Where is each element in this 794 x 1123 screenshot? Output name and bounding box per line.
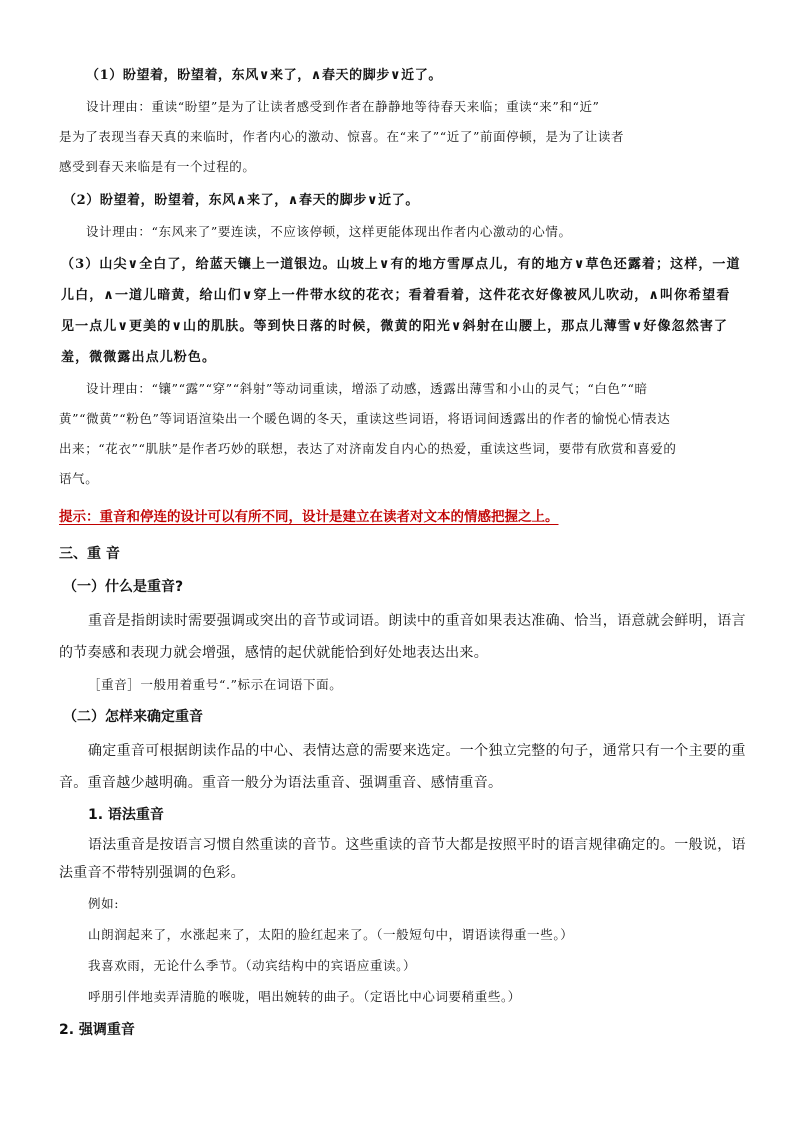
example-3-reason-line: 设计理由：“镶”“露”“穿”“斜射”等动词重读，增添了动感，透露出薄雪和小山的灵气；“白色”“暗 xyxy=(86,381,648,396)
example-3-passage-line: 见一点儿∨更美的∨山的肌肤。等到快日落的时候，微黄的阳光∨斜射在山腰上，那点儿薄雪∨好像忽然害了 xyxy=(61,319,729,334)
how-line: 音。重音越少越明确。重音一般分为语法重音、强调重音、感情重音。 xyxy=(59,775,503,791)
example-1-sentence: （1）盼望着，盼望着，东风∨来了，∧春天的脚步∨近了。 xyxy=(86,68,442,83)
example-item: 我喜欢雨，无论什么季节。（动宾结构中的宾语应重读。） xyxy=(88,958,417,973)
emphasis-stress-title: 2. 强调重音 xyxy=(59,1022,135,1038)
example-3-passage-line: （3）山尖∨全白了，给蓝天镶上一道银边。山坡上∨有的地方雪厚点儿，有的地方∨草色还露着；这样，一道 xyxy=(61,257,741,272)
subsection-heading-how: （二）怎样来确定重音 xyxy=(63,709,203,725)
grammar-stress-line: 法重音不带特别强调的色彩。 xyxy=(59,865,245,881)
section-heading: 三、重 音 xyxy=(59,546,120,562)
example-3-passage-line: 儿白，∧一道儿暗黄，给山们∨穿上一件带水纹的花衣；看着看着，这件花衣好像被风儿吹动，∧叫你希望看 xyxy=(61,288,731,303)
example-3-passage-line: 羞，微微露出点儿粉色。 xyxy=(61,350,217,365)
example-1-reason-line: 感受到春天来临是有一个过程的。 xyxy=(59,159,256,174)
example-3-reason-line: 出来；“花衣”“肌肤”是作者巧妙的联想，表达了对济南发自内心的热爱，重读这些词，要带有欣赏和喜爱的 xyxy=(59,441,677,456)
stress-mark-note: ［重音］一般用着重号“.”标示在词语下面。 xyxy=(88,677,343,692)
definition-line: 的节奏感和表现力就会增强，感情的起伏就能恰到好处地表达出来。 xyxy=(59,645,488,661)
example-label: 例如: xyxy=(88,896,120,911)
subsection-heading-what: （一）什么是重音? xyxy=(63,579,184,595)
example-item: 山朗润起来了，水涨起来了，太阳的脸红起来了。（一般短句中，谓语读得重一些。） xyxy=(88,927,574,942)
example-3-reason-line: 黄”“微黄”“粉色”等词语渲染出一个暖色调的冬天，重读这些词语，将语词间透露出的作者的愉悦心情表达 xyxy=(59,411,671,426)
example-1-reason-line: 设计理由：重读“盼望”是为了让读者感受到作者在静静地等待春天来临；重读“来”和“近” xyxy=(86,99,600,114)
definition-line: 重音是指朗读时需要强调或突出的音节或词语。朗读中的重音如果表达准确、恰当，语意就会鲜明，语言 xyxy=(88,613,746,629)
example-2-reason: 设计理由：“东风来了”要连读，不应该停顿，这样更能体现出作者内心激动的心情。 xyxy=(86,224,572,239)
example-3-reason-line: 语气。 xyxy=(59,471,99,486)
grammar-stress-title: 1. 语法重音 xyxy=(88,807,164,823)
tip-note: 提示：重音和停连的设计可以有所不同，设计是建立在读者对文本的情感把握之上。 xyxy=(59,509,559,525)
grammar-stress-line: 语法重音是按语言习惯自然重读的音节。这些重读的音节大都是按照平时的语言规律确定的。一般说，语 xyxy=(88,837,746,853)
example-item: 呼朋引伴地卖弄清脆的喉咙，唱出婉转的曲子。（定语比中心词要稍重些。） xyxy=(88,989,521,1004)
example-2-sentence: （2）盼望着，盼望着，东风∧来了，∧春天的脚步∨近了。 xyxy=(63,193,419,208)
example-1-reason-line: 是为了表现当春天真的来临时，作者内心的激动、惊喜。在“来了”“近了”前面停顿，是为了让读者 xyxy=(59,129,625,144)
how-line: 确定重音可根据朗读作品的中心、表情达意的需要来选定。一个独立完整的句子，通常只有一个主要的重 xyxy=(88,743,746,759)
